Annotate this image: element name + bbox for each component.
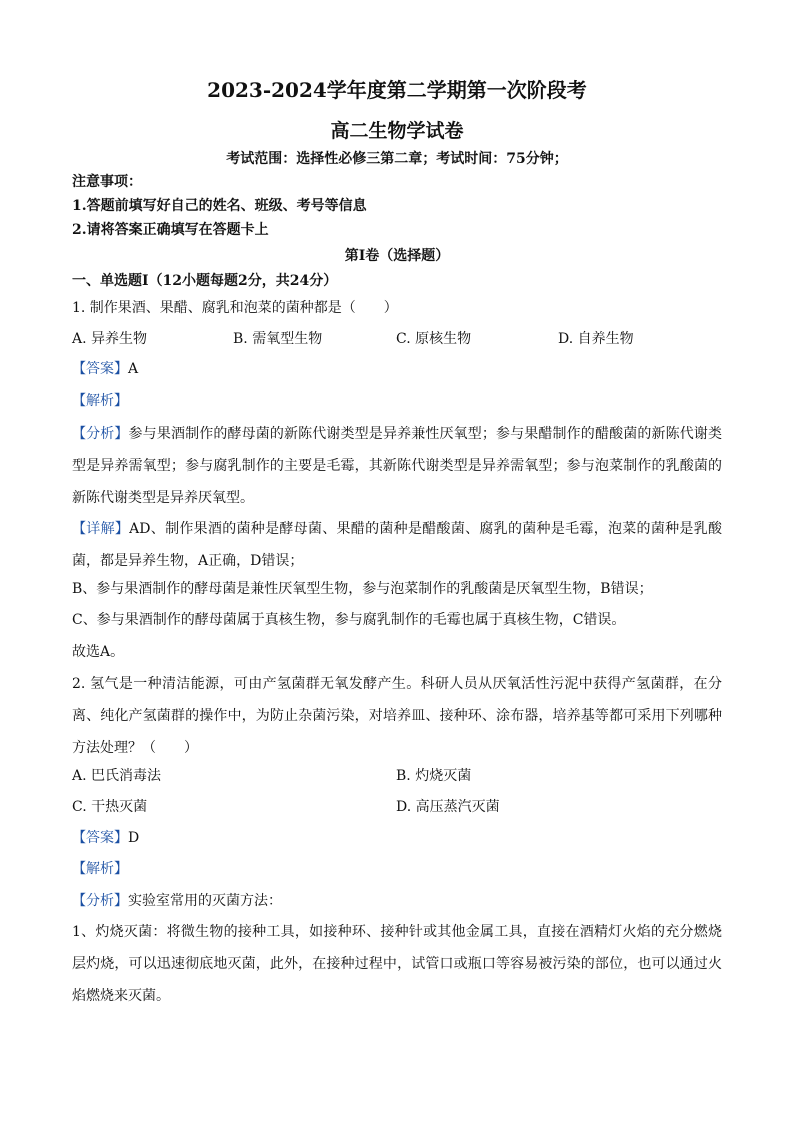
q1-option-b: B. 需氧型生物 bbox=[233, 331, 323, 347]
q2-stem: 2. 氢气是一种清洁能源，可由产氢菌群无氧发酵产生。科研人员从厌氧活性污泥中获得产氢菌群，在分离、纯化产氢菌群的操作中，为防止杂菌污染，对培养皿、接种环、涂布器，培养基等都可采用下列哪种方法处理？（ ） bbox=[72, 676, 722, 756]
part-title: 第I卷（选择题） bbox=[344, 248, 450, 264]
q1-answer bbox=[72, 359, 138, 379]
fenxi-text: 参与果酒制作的酵母菌的新陈代谢类型是异养兼性厌氧型；参与果醋制作的醋酸菌的新陈代谢类型是异养需氧型；参与腐乳制作的主要是毛霉，其新陈代谢类型是异养需氧型；参与泡菜制作的乳酸菌的新陈代谢类型是异养厌氧型。 bbox=[72, 426, 723, 506]
q2-option-b: B. 灼烧灭菌 bbox=[396, 768, 472, 784]
notes-heading: 注意事项： bbox=[72, 174, 142, 190]
q1-stem: 1. 制作果酒、果醋、腐乳和泡菜的菌种都是（ ） bbox=[72, 300, 398, 316]
exam-scope: 考试范围：选择性必修三第二章；考试时间：75分钟； bbox=[226, 151, 568, 167]
q1-conclusion: 故选A。 bbox=[72, 644, 125, 660]
section-heading: 一、单选题I（12小题每题2分，共24分） bbox=[72, 273, 338, 289]
note-item-2: 2.请将答案正确填写在答题卡上 bbox=[72, 222, 269, 238]
q1-analysis-tag: 【解析】 bbox=[72, 393, 128, 409]
q2-analysis-tag: 【解析】 bbox=[72, 861, 128, 877]
answer-value: D bbox=[128, 830, 140, 846]
q2-method-1: 1、灼烧灭菌：将微生物的接种工具，如接种环、接种针或其他金属工具，直接在酒精灯火焰的充分燃烧层灼烧，可以迅速彻底地灭菌，此外，在接种过程中，试管口或瓶口等容易被污染的部位，也可以通过火焰燃烧来灭菌。 bbox=[72, 924, 722, 1004]
fenxi-tag: 【分析】 bbox=[72, 893, 128, 909]
q1-option-d: D. 自养生物 bbox=[558, 331, 634, 347]
answer-value: A bbox=[128, 361, 139, 377]
answer-tag: 【答案】 bbox=[72, 361, 128, 377]
q1-line-b: B、参与果酒制作的酵母菌是兼性厌氧型生物，参与泡菜制作的乳酸菌是厌氧型生物，B错误； bbox=[72, 581, 653, 597]
q1-fenxi bbox=[72, 418, 722, 514]
q1-line-c: C、参与果酒制作的酵母菌属于真核生物，参与腐乳制作的毛霉也属于真核生物，C错误。 bbox=[72, 612, 626, 628]
q2-fenxi bbox=[72, 891, 282, 911]
xiangjie-text: AD、制作果酒的菌种是酵母菌、果醋的菌种是醋酸菌、腐乳的菌种是毛霉，泡菜的菌种是乳酸菌，都是异养生物，A正确，D错误； bbox=[72, 521, 722, 569]
note-item-1: 1.答题前填写好自己的姓名、班级、考号等信息 bbox=[72, 198, 367, 214]
q2-answer bbox=[72, 828, 139, 848]
q1-xiangjie bbox=[72, 513, 722, 577]
q1-option-a: A. 异养生物 bbox=[72, 331, 148, 347]
q2-option-c: C. 干热灭菌 bbox=[72, 799, 148, 815]
exam-subtitle: 高二生物学试卷 bbox=[330, 120, 464, 142]
q1-option-c: C. 原核生物 bbox=[396, 331, 472, 347]
answer-tag: 【答案】 bbox=[72, 830, 128, 846]
xiangjie-tag: 【详解】 bbox=[72, 521, 130, 537]
q2-option-d: D. 高压蒸汽灭菌 bbox=[396, 799, 500, 815]
fenxi-text: 实验室常用的灭菌方法： bbox=[128, 893, 282, 909]
q2-option-a: A. 巴氏消毒法 bbox=[72, 768, 162, 784]
fenxi-tag: 【分析】 bbox=[72, 426, 129, 442]
exam-title: 2023-2024学年度第二学期第一次阶段考 bbox=[207, 78, 587, 102]
